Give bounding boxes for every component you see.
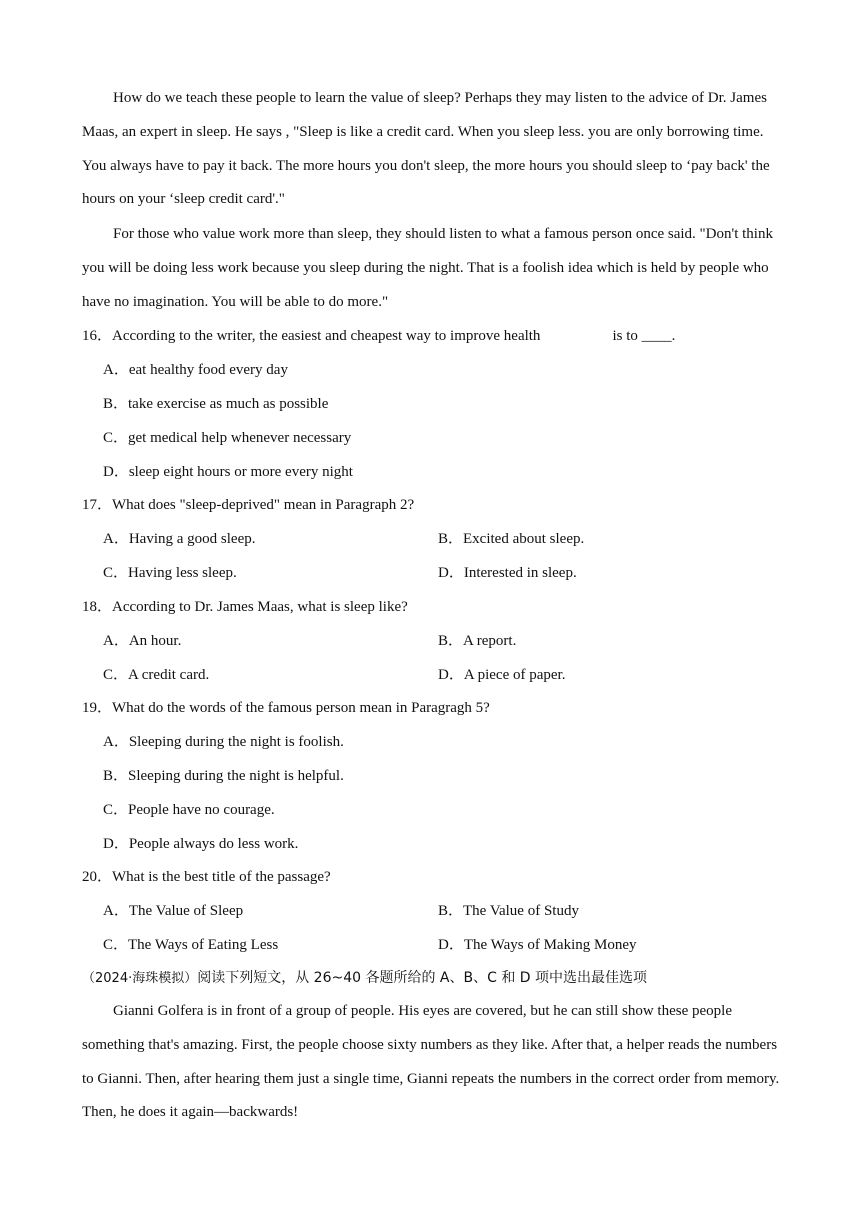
question-number: 19．	[82, 700, 113, 716]
question-20-option-b: B．The Value of Study	[438, 903, 579, 919]
question-17-option-c: C．Having less sleep.	[103, 565, 237, 581]
question-19-stem	[82, 698, 490, 718]
question-text-end: is to ____.	[612, 328, 676, 344]
question-text: According to Dr. James Maas, what is sleep like?	[112, 599, 408, 615]
question-16-stem	[82, 326, 675, 346]
question-text: What do the words of the famous person mean in Paragragh 5?	[112, 700, 490, 716]
paragraph-famous-person: For those who value work more than sleep, they should listen to what a famous person once said. "Don't think you will be doing less work because you sleep during the night. That is a foolish idea which is held by people who have no imagination. You will be able to do more."	[82, 226, 773, 310]
question-18-option-c: C．A credit card.	[103, 667, 210, 683]
question-20-option-d: D．The Ways of Making Money	[438, 937, 637, 953]
question-20-option-c: C．The Ways of Eating Less	[103, 937, 279, 953]
question-19-option-b: B．Sleeping during the night is helpful.	[103, 768, 344, 784]
question-20-stem	[82, 867, 331, 887]
question-number: 20．	[82, 869, 113, 885]
paragraph-sleep-credit-card: How do we teach these people to learn the value of sleep? Perhaps they may listen to the advice of Dr. James Maas, an expert in sleep. He says , "Sleep is like a credit card. When you sleep less. you are only borrowing time. You always have to pay it back. The more hours you don't sleep, the more hours you should sleep to ‘pay back' the hours on your ‘sleep credit card'."	[82, 90, 770, 208]
question-number: 17．	[82, 497, 113, 513]
question-18-option-a: A．An hour.	[103, 633, 182, 649]
question-17-stem	[82, 495, 414, 515]
section-instruction: 阅读下列短文，从 26~40 各题所给的 A、B、C 和 D 项中选出最佳选项	[197, 970, 648, 986]
section-header	[82, 968, 647, 989]
paragraph-gianni-golfera: Gianni Golfera is in front of a group of people. His eyes are covered, but he can still show these people something that's amazing. First, the people choose sixty numbers as they like. After that, a helper reads the numbers to Gianni. Then, after hearing them just a single time, Gianni repeats the numbers in the correct order from memory. Then, he does it again—backwards!	[82, 1003, 780, 1121]
question-text: According to the writer, the easiest and cheapest way to improve health	[112, 328, 541, 344]
question-text: What is the best title of the passage?	[112, 869, 331, 885]
question-18-option-d: D．A piece of paper.	[438, 667, 566, 683]
question-19-option-d: D．People always do less work.	[103, 836, 299, 852]
question-17-option-b: B．Excited about sleep.	[438, 531, 585, 547]
question-19-option-a: A．Sleeping during the night is foolish.	[103, 734, 344, 750]
question-18-stem	[82, 597, 408, 617]
question-17-option-a: A．Having a good sleep.	[103, 531, 256, 547]
question-number: 18．	[82, 599, 113, 615]
question-18-option-b: B．A report.	[438, 633, 517, 649]
section-source: （2024·海珠模拟）	[82, 971, 198, 986]
question-16-option-b: B．take exercise as much as possible	[103, 396, 329, 412]
question-17-option-d: D．Interested in sleep.	[438, 565, 577, 581]
question-16-option-a: A．eat healthy food every day	[103, 362, 288, 378]
question-20-option-a: A．The Value of Sleep	[103, 903, 244, 919]
question-number: 16．	[82, 328, 113, 344]
question-16-option-c: C．get medical help whenever necessary	[103, 430, 352, 446]
question-text: What does "sleep-deprived" mean in Paragraph 2?	[112, 497, 415, 513]
question-19-option-c: C．People have no courage.	[103, 802, 275, 818]
question-16-option-d: D．sleep eight hours or more every night	[103, 464, 353, 480]
